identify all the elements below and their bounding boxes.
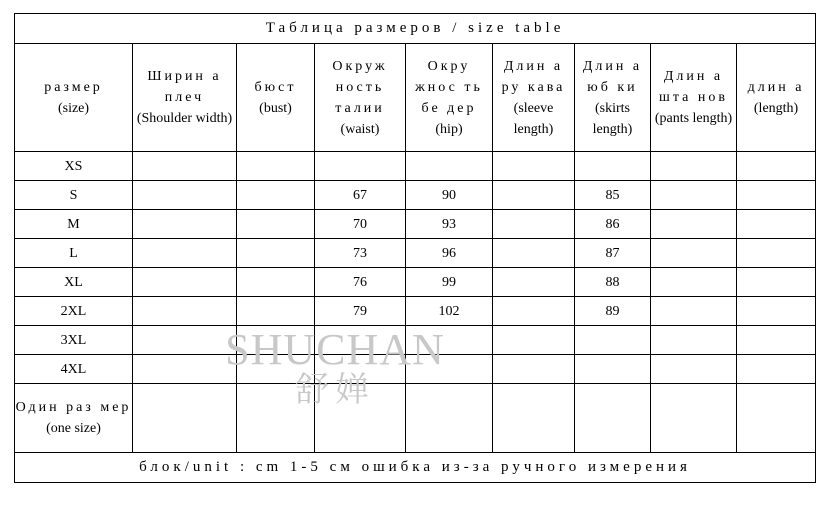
header-shoulder-en: (Shoulder width) xyxy=(136,111,233,126)
cell-bust xyxy=(237,239,315,268)
cell-bust xyxy=(237,297,315,326)
cell-shoulder xyxy=(133,239,237,268)
cell-length xyxy=(737,210,816,239)
table-row xyxy=(15,355,816,384)
header-sleeve-ru: Длин а ру кава xyxy=(501,58,566,95)
cell-sleeve xyxy=(493,239,575,268)
table-row xyxy=(15,239,816,268)
header-length-en: (length) xyxy=(753,100,799,116)
cell-shoulder xyxy=(133,152,237,181)
header-row xyxy=(15,44,816,152)
header-length-ru: длин а xyxy=(747,79,805,95)
cell-size: 3XL xyxy=(15,326,133,355)
cell-length xyxy=(737,326,816,355)
header-pants-ru: Длин а шта нов xyxy=(659,69,728,105)
header-bust-en: (bust) xyxy=(259,100,292,116)
one-size-label xyxy=(15,384,133,453)
cell-hip: 90 xyxy=(406,181,493,210)
cell-shoulder xyxy=(133,326,237,355)
one-size-cell xyxy=(133,384,237,453)
table-footer: блок/unit : cm 1-5 см ошибка из-за ручного измерения xyxy=(15,453,816,483)
cell-skirt: 88 xyxy=(575,268,651,297)
header-bust-ru: бюст xyxy=(254,79,297,95)
header-pants xyxy=(651,44,737,152)
cell-waist: 76 xyxy=(315,268,406,297)
cell-size: XL xyxy=(15,268,133,297)
header-skirt xyxy=(575,44,651,152)
cell-size: 4XL xyxy=(15,355,133,384)
cell-pants xyxy=(651,181,737,210)
cell-skirt xyxy=(575,152,651,181)
cell-hip xyxy=(406,152,493,181)
cell-waist xyxy=(315,355,406,384)
cell-length xyxy=(737,152,816,181)
cell-sleeve xyxy=(493,152,575,181)
cell-pants xyxy=(651,152,737,181)
size-table-sheet xyxy=(14,13,815,503)
cell-length xyxy=(737,297,816,326)
cell-size: S xyxy=(15,181,133,210)
cell-pants xyxy=(651,239,737,268)
cell-sleeve xyxy=(493,268,575,297)
one-size-cell xyxy=(737,384,816,453)
one-size-cell xyxy=(651,384,737,453)
cell-sleeve xyxy=(493,355,575,384)
header-size-ru: размер xyxy=(44,79,103,95)
table-title: Таблица размеров / size table xyxy=(15,14,816,44)
header-waist-en: (waist) xyxy=(340,121,380,137)
header-shoulder xyxy=(133,44,237,152)
cell-skirt: 86 xyxy=(575,210,651,239)
cell-pants xyxy=(651,326,737,355)
one-size-cell xyxy=(493,384,575,453)
cell-skirt xyxy=(575,326,651,355)
cell-skirt: 89 xyxy=(575,297,651,326)
cell-waist: 73 xyxy=(315,239,406,268)
cell-size: L xyxy=(15,239,133,268)
cell-hip: 96 xyxy=(406,239,493,268)
header-hip xyxy=(406,44,493,152)
header-sleeve xyxy=(493,44,575,152)
cell-pants xyxy=(651,210,737,239)
cell-length xyxy=(737,268,816,297)
cell-pants xyxy=(651,297,737,326)
one-size-cell xyxy=(575,384,651,453)
table-row xyxy=(15,181,816,210)
one-size-cell xyxy=(237,384,315,453)
cell-bust xyxy=(237,355,315,384)
cell-length xyxy=(737,355,816,384)
cell-skirt: 87 xyxy=(575,239,651,268)
cell-waist: 70 xyxy=(315,210,406,239)
table-row xyxy=(15,210,816,239)
cell-bust xyxy=(237,210,315,239)
cell-sleeve xyxy=(493,297,575,326)
cell-waist xyxy=(315,326,406,355)
cell-hip: 93 xyxy=(406,210,493,239)
header-size-en: (size) xyxy=(57,100,90,116)
cell-size: 2XL xyxy=(15,297,133,326)
one-size-ru: Один раз мер xyxy=(15,400,132,415)
cell-length xyxy=(737,239,816,268)
cell-size: XS xyxy=(15,152,133,181)
cell-hip: 102 xyxy=(406,297,493,326)
cell-shoulder xyxy=(133,355,237,384)
cell-bust xyxy=(237,326,315,355)
header-pants-en: (pants length) xyxy=(654,111,733,126)
table-row xyxy=(15,268,816,297)
header-shoulder-ru: Ширин а плеч xyxy=(147,69,222,105)
cell-sleeve xyxy=(493,181,575,210)
cell-bust xyxy=(237,152,315,181)
cell-size: M xyxy=(15,210,133,239)
header-skirt-en: (skirts length) xyxy=(592,100,633,137)
table-row xyxy=(15,326,816,355)
cell-shoulder xyxy=(133,268,237,297)
cell-bust xyxy=(237,181,315,210)
header-size xyxy=(15,44,133,152)
cell-shoulder xyxy=(133,210,237,239)
header-sleeve-en: (sleeve length) xyxy=(513,100,554,137)
cell-pants xyxy=(651,268,737,297)
cell-hip xyxy=(406,326,493,355)
cell-length xyxy=(737,181,816,210)
cell-skirt xyxy=(575,355,651,384)
table-row xyxy=(15,152,816,181)
header-hip-en: (hip) xyxy=(435,121,463,137)
one-size-en: (one size) xyxy=(46,421,101,436)
cell-skirt: 85 xyxy=(575,181,651,210)
watermark-latin: SHUCHAN xyxy=(225,325,445,374)
cell-hip xyxy=(406,355,493,384)
size-table xyxy=(14,13,816,483)
cell-sleeve xyxy=(493,210,575,239)
cell-pants xyxy=(651,355,737,384)
header-length xyxy=(737,44,816,152)
one-size-row xyxy=(15,384,816,453)
cell-waist xyxy=(315,152,406,181)
one-size-cell xyxy=(406,384,493,453)
one-size-cell xyxy=(315,384,406,453)
cell-hip: 99 xyxy=(406,268,493,297)
cell-shoulder xyxy=(133,297,237,326)
header-bust xyxy=(237,44,315,152)
cell-bust xyxy=(237,268,315,297)
header-skirt-ru: Длин а юб ки xyxy=(582,58,643,95)
cell-waist: 79 xyxy=(315,297,406,326)
cell-sleeve xyxy=(493,326,575,355)
header-waist xyxy=(315,44,406,152)
header-waist-ru: Окруж ность талии xyxy=(332,58,388,116)
watermark-chinese: 舒婵 xyxy=(295,372,375,409)
table-row xyxy=(15,297,816,326)
cell-waist: 67 xyxy=(315,181,406,210)
cell-shoulder xyxy=(133,181,237,210)
header-hip-ru: Окру жнос ть бе дер xyxy=(415,58,483,116)
